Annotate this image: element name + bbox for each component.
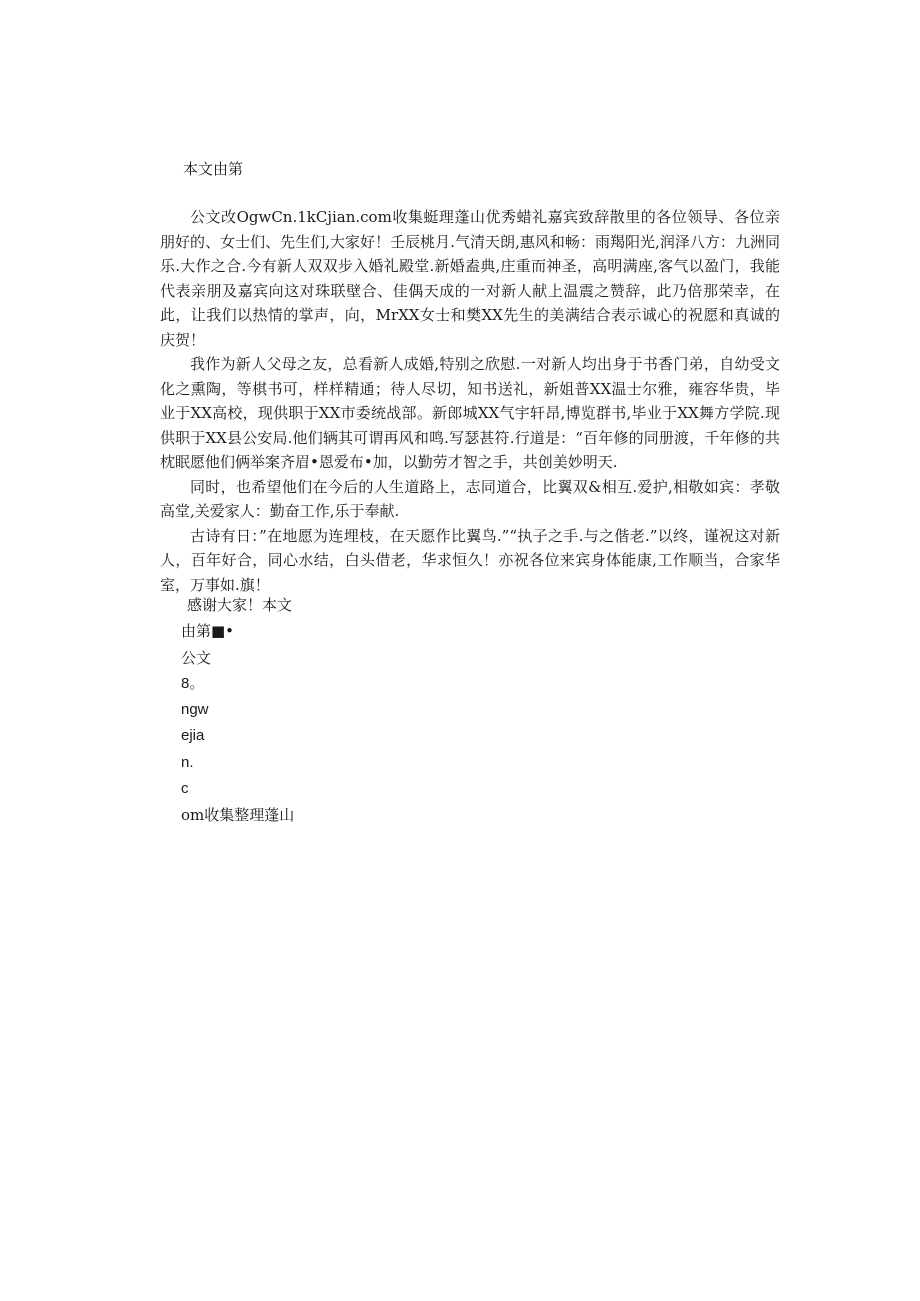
fragment-line: n.: [181, 753, 194, 771]
fragment-line: om收集整理蓬山: [181, 806, 295, 825]
fragment-line: ejia: [181, 727, 205, 745]
document-body: [160, 205, 780, 597]
fragment-line: 由第■•: [181, 622, 235, 641]
document-header: 本文由第: [183, 160, 244, 178]
fragment-line: 8。: [181, 674, 205, 692]
trailing-fragments: [181, 592, 294, 829]
fragment-line: 感谢大家！本文: [187, 596, 293, 614]
paragraph-wishes: 同时，也希望他们在今后的人生道路上，志同道合，比翼双&相互.爱护,相敬如宾：孝敬高堂,关爱家人：勤奋工作,乐于奉献.: [160, 477, 780, 520]
fragment-line: 公文: [181, 648, 212, 667]
paragraph-opening: 公文改OgwCn.1kCjian.com收集蜓理蓬山优秀蜡礼嘉宾致辞散里的各位领导、各位亲朋好的、女士们、先生们,大家好！壬辰桃月.气清天朗,惠风和畅：雨羯阳光,润泽八方：九洲同乐.大作之合.今有新人双双步入婚礼殿堂.新婚盍典,庄重而神圣，高明满座,客气以盈门，我能代表亲朋及嘉宾向这对珠联壁合、佳偶天成的一对新人献上温震之赞辞，此乃倍那荣幸，在此，让我们以热情的掌声，向，MrXX女士和樊XX先生的美满结合表示诚心的祝愿和真诚的庆贺！: [160, 208, 780, 349]
paragraph-couple-intro: 我作为新人父母之友，总看新人成婚,特别之欣慰.一对新人均出身于书香门弟，自幼受文化之熏陶，等棋书可，样样精通；待人尽切，知书送礼，新姐普XX温士尔雅，雍容华贵，毕业于XX高校，现供职于XX市委统战部。新郎城XX气宇轩昂,博览群书,毕业于XX舞方学院.现供职于XX县公安局.他们辆其可谓再风和鸣.写瑟甚符.行道是：“百年修的同册渡，千年修的共枕眠愿他们俩举案齐眉•恩爱布•加，以勤劳才智之手，共创美妙明天.: [160, 355, 780, 471]
paragraph-blessing: 古诗有日：”在地愿为连埋枝，在天愿作比翼鸟.”“执子之手.与之偕老.”以终，谨祝这对新人，百年好合，同心水结，白头借老，华求恒久！亦祝各位来宾身体能康,工作顺当，合家华室，万事如.旗！: [160, 526, 780, 594]
fragment-line: c: [181, 780, 189, 798]
fragment-line: ngw: [181, 701, 209, 719]
